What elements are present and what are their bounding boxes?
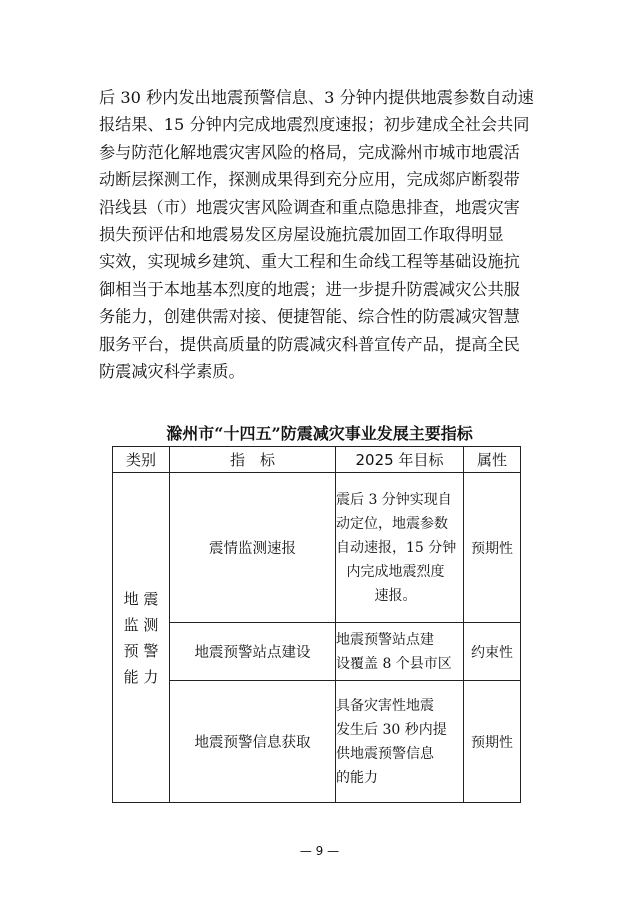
category-line: 预 警: [123, 641, 159, 660]
target-line: 动定位，地震参数: [336, 515, 448, 532]
header-attribute: 属性: [464, 447, 521, 473]
target-line: 震后 3 分钟实现自: [336, 491, 452, 508]
paragraph-line: 沿线县（市）地震灾害风险调查和重点隐患排查，地震灾害: [99, 197, 520, 217]
target-line: 地震预警站点建: [336, 631, 434, 648]
category-line: 能 力: [123, 667, 159, 686]
page-number: — 9 —: [299, 844, 340, 858]
table-row: [113, 473, 521, 623]
table-header-row: [113, 447, 521, 473]
attribute-cell: 约束性: [464, 623, 521, 681]
indicator-cell: 震情监测速报: [170, 473, 336, 623]
target-line: 具备灾害性地震: [336, 697, 434, 714]
indicator-cell: 地震预警站点建设: [170, 623, 336, 681]
paragraph-line: 实效，实现城乡建筑、重大工程和生命线工程等基础设施抗: [99, 252, 520, 272]
indicators-table: [112, 446, 521, 803]
indicator-cell: 地震预警信息获取: [170, 681, 336, 803]
target-line: 自动速报，15 分钟: [336, 539, 457, 556]
attribute-cell: 预期性: [464, 473, 521, 623]
paragraph-line: 动断层探测工作，探测成果得到充分应用，完成郯庐断裂带: [99, 170, 520, 190]
paragraph-line: 防震减灾科学素质。: [99, 362, 245, 382]
body-paragraph: [99, 84, 545, 385]
target-line: 发生后 30 秒内提: [336, 721, 447, 738]
table-row: [113, 681, 521, 803]
category-line: 监 测: [123, 615, 159, 634]
paragraph-line: 后 30 秒内发出地震预警信息、3 分钟内提供地震参数自动速: [99, 88, 534, 107]
paragraph-line: 参与防范化解地震灾害风险的格局，完成滁州市城市地震活: [99, 142, 520, 162]
target-line: 设覆盖 8 个县市区: [336, 655, 452, 672]
paragraph-line: 务能力，创建供需对接、便捷智能、综合性的防震减灾智慧: [99, 307, 520, 327]
target-cell: [336, 473, 464, 623]
header-target: 2025 年目标: [336, 447, 464, 473]
target-line: 的能力: [336, 769, 378, 786]
target-cell: [336, 623, 464, 681]
target-cell: [336, 681, 464, 803]
table-row: [113, 623, 521, 681]
category-cell: [113, 473, 170, 803]
paragraph-line: 服务平台，提供高质量的防震减灾科普宣传产品，提高全民: [99, 334, 520, 354]
header-indicator: 指 标: [170, 447, 336, 473]
target-line: 内完成地震烈度: [346, 563, 445, 580]
target-line: 供地震预警信息: [336, 745, 434, 762]
paragraph-line: 损失预评估和地震易发区房屋设施抗震加固工作取得明显: [99, 225, 504, 245]
target-line: 速报。: [374, 587, 417, 604]
attribute-cell: 预期性: [464, 681, 521, 803]
table-title: 滁州市“十四五”防震减灾事业发展主要指标: [166, 424, 473, 443]
paragraph-line: 御相当于本地基本烈度的地震；进一步提升防震减灾公共服: [99, 279, 520, 299]
category-line: 地 震: [123, 589, 159, 608]
paragraph-line: 报结果、15 分钟内完成地震烈度速报；初步建成全社会共同: [99, 115, 530, 135]
header-category: 类别: [113, 447, 170, 473]
